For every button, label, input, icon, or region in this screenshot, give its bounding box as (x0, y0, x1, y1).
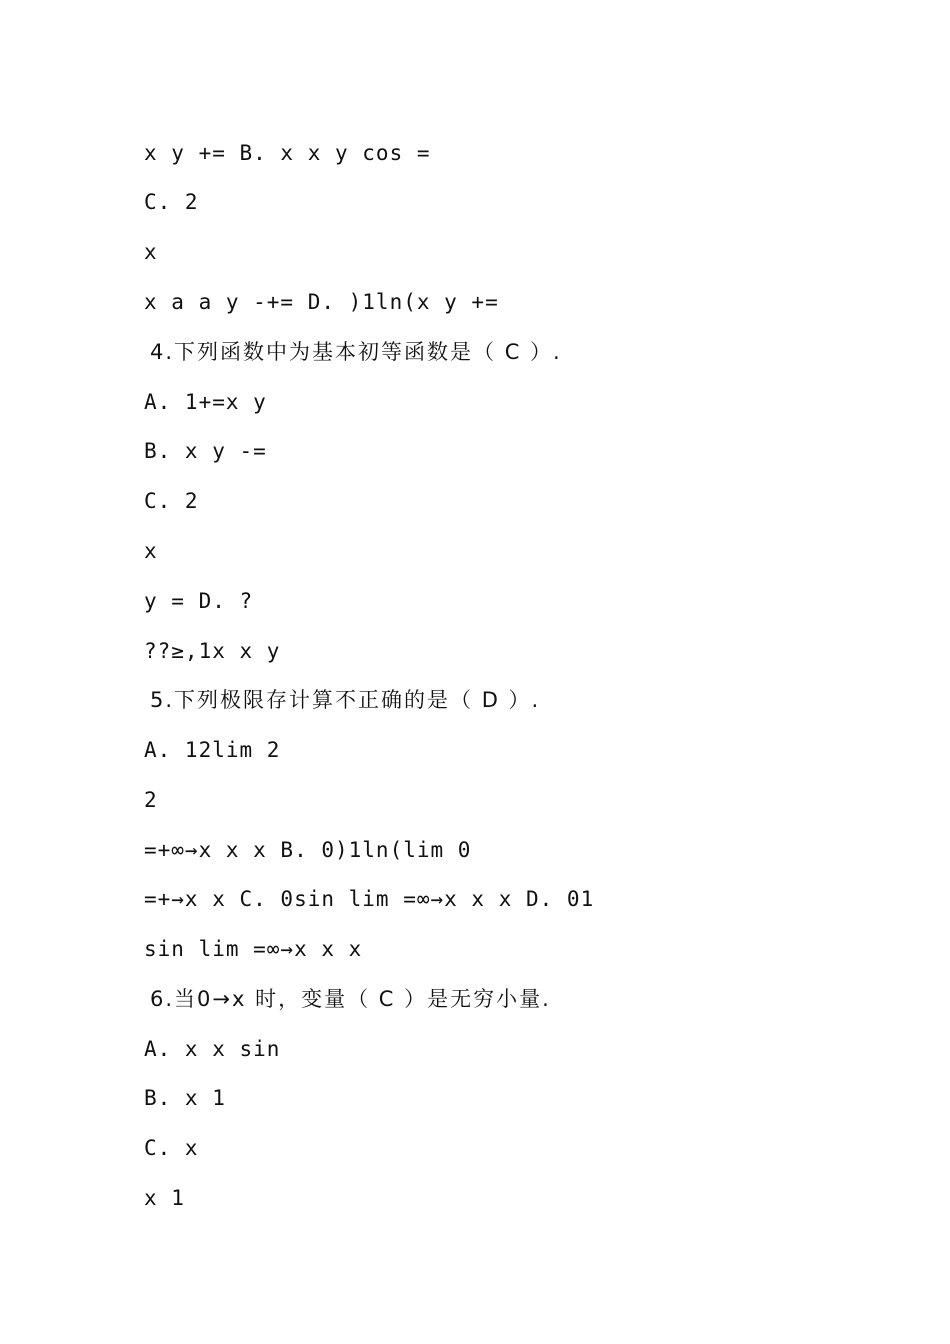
question-4: 4.下列函数中为基本初等函数是（ C ）. (150, 340, 562, 364)
q4-fragment-2: ??≥,1x x y (144, 639, 281, 663)
text-line-fragment: x (144, 240, 158, 264)
q5-fragment-2: sin lim =∞→x x x (144, 937, 363, 961)
q5-option-c-d: =+→x x C. 0sin lim =∞→x x x D. 01 (144, 887, 595, 911)
text-line-option-d: x a a y -+= D. )1ln(x y += (144, 290, 499, 314)
q5-option-a: A. 12lim 2 (144, 738, 281, 762)
q5-fragment: 2 (144, 788, 158, 812)
text-line-option-c: C. 2 (144, 190, 199, 214)
question-5: 5.下列极限存计算不正确的是（ D ）. (150, 688, 541, 712)
q4-option-d: y = D. ? (144, 589, 254, 613)
q4-option-a: A. 1+=x y (144, 390, 267, 414)
q4-option-b: B. x y -= (144, 439, 267, 463)
q5-option-b: =+∞→x x x B. 0)1ln(lim 0 (144, 838, 472, 862)
q4-fragment: x (144, 539, 158, 563)
q6-option-b: B. x 1 (144, 1086, 226, 1110)
q6-option-c: C. x (144, 1136, 199, 1160)
question-6: 6.当0→x 时，变量（ C ）是无穷小量. (150, 987, 551, 1011)
q6-fragment: x 1 (144, 1186, 185, 1210)
q6-option-a: A. x x sin (144, 1037, 281, 1061)
text-line-option-a-b: x y += B. x x y cos = (144, 141, 431, 165)
q4-option-c: C. 2 (144, 489, 199, 513)
